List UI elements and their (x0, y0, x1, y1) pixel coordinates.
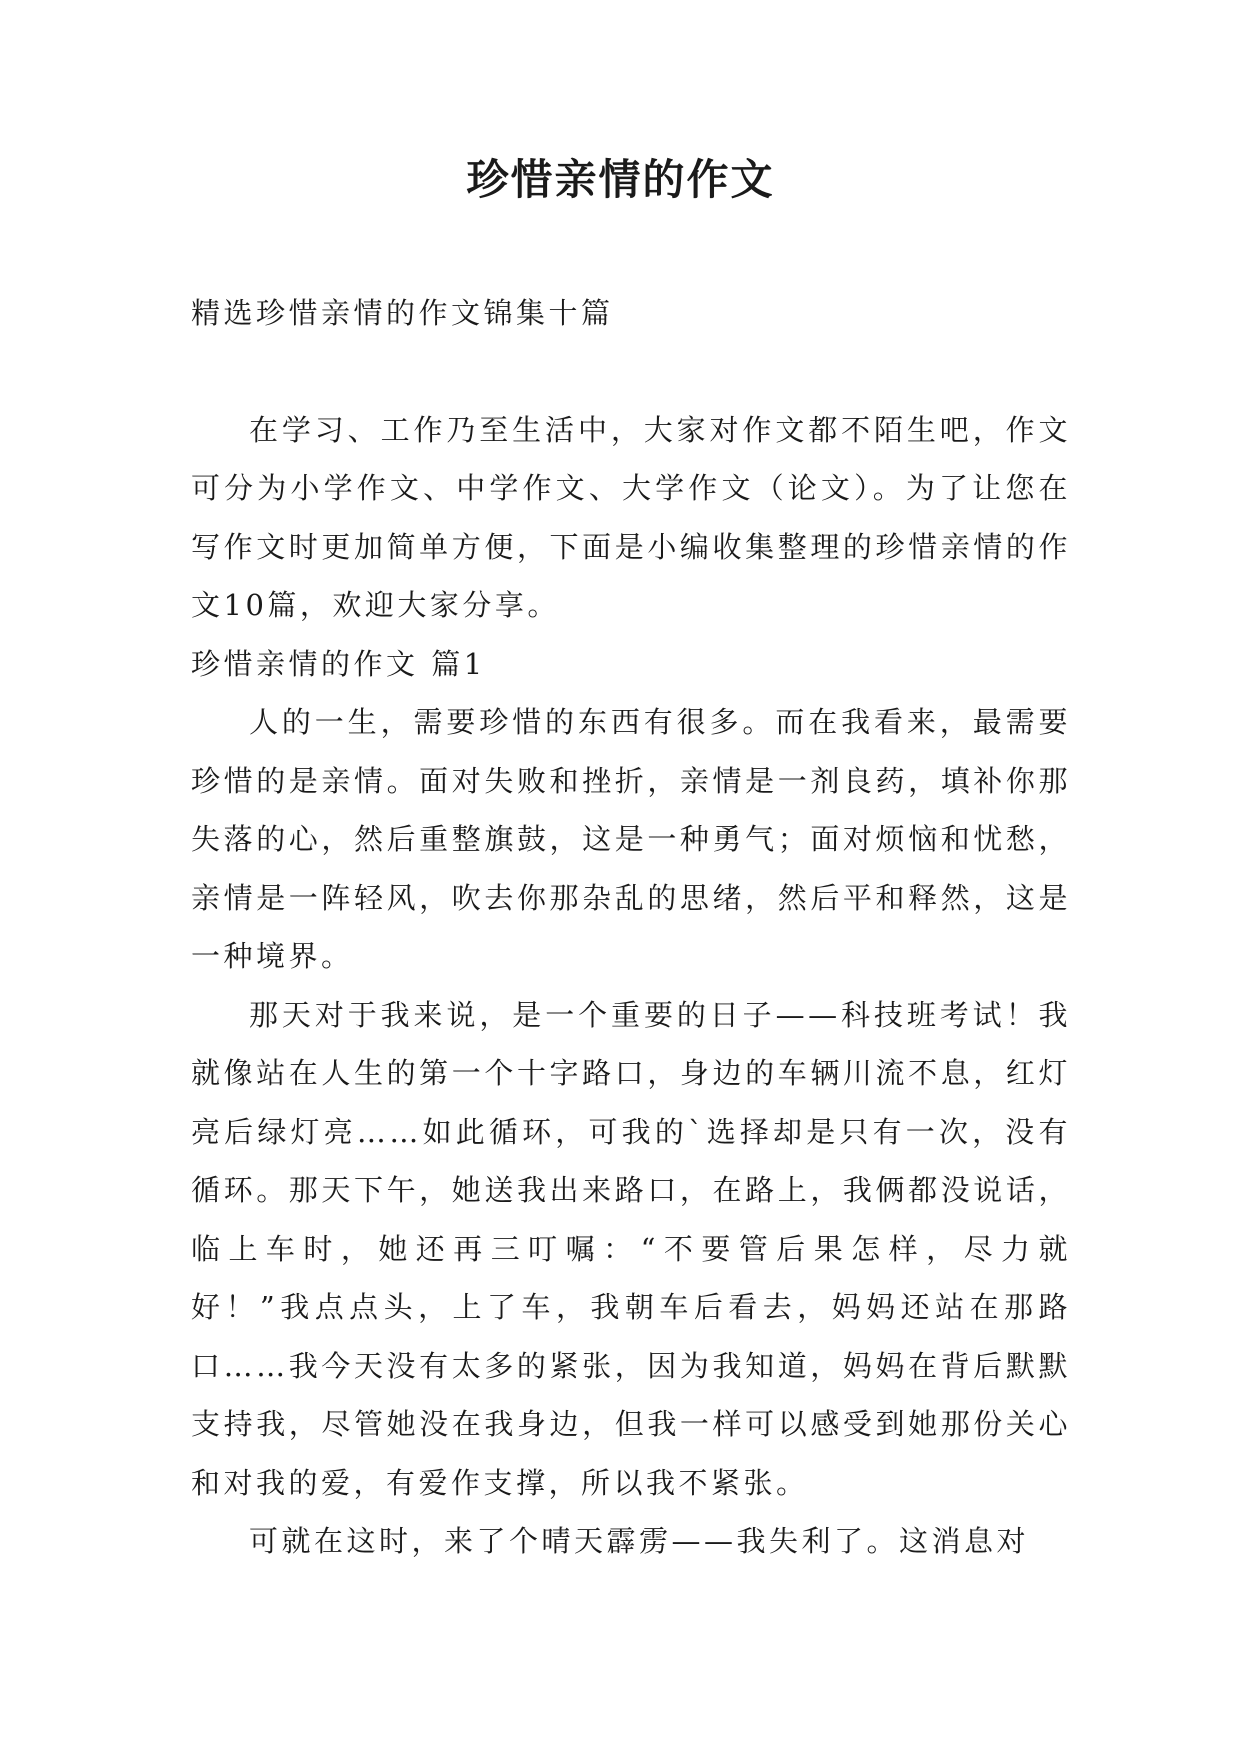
document-body (191, 284, 1071, 1571)
body-paragraph-1: 人的一生，需要珍惜的东西有很多。而在我看来，最需要珍惜的是亲情。面对失败和挫折，亲情是一剂良药，填补你那失落的心，然后重整旗鼓，这是一种勇气；面对烦恼和忧愁，亲情是一阵轻风，吹去你那杂乱的思绪，然后平和释然，这是一种境界。 (191, 705, 1071, 973)
page-title: 珍惜亲情的作文 (466, 155, 775, 204)
body-paragraph-3: 可就在这时，来了个晴天霹雳——我失利了。这消息对 (249, 1524, 1030, 1558)
section-heading: 珍惜亲情的作文 篇1 (191, 646, 486, 681)
document-subtitle: 精选珍惜亲情的作文锦集十篇 (191, 296, 614, 330)
intro-paragraph: 在学习、工作乃至生活中，大家对作文都不陌生吧，作文可分为小学作文、中学作文、大学作文（论文）。为了让您在写作文时更加简单方便，下面是小编收集整理的珍惜亲情的作文10篇，欢迎大家分享。 (191, 412, 1071, 622)
body-paragraph-2: 那天对于我来说，是一个重要的日子——科技班考试！我就像站在人生的第一个十字路口，身边的车辆川流不息，红灯亮后绿灯亮……如此循环，可我的`选择却是只有一次，没有循环。那天下午，她送我出来路口，在路上，我俩都没说话，临上车时，她还再三叮嘱：“不要管后果怎样，尽力就好！”我点点头，上了车，我朝车后看去，妈妈还站在那路口……我今天没有太多的紧张，因为我知道，妈妈在背后默默支持我，尽管她没在我身边，但我一样可以感受到她那份关心和对我的爱，有爱作支撑，所以我不紧张。 (191, 997, 1071, 1500)
